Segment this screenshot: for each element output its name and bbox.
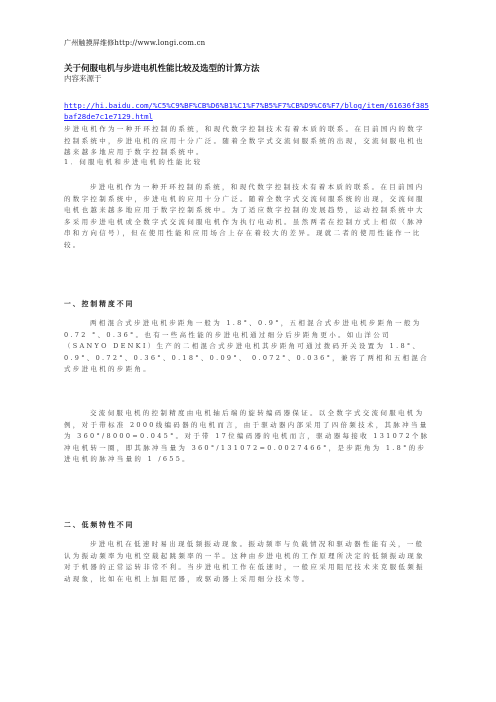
intro-paragraph: 步进电机作为一种开环控制的系统，和现代数字控制技术有着本质的联系。在目前国内的数字控制系统中，步进电机的应用十分广泛。随着全数字式交流伺服系统的出现，交流伺服电机也越来越多地应用于数字控制系统中。 [64,125,425,156]
page-header: 广州触摸屏维修http://www.longi.com.cn [64,39,206,47]
source-label: 内容来源于 [64,74,102,83]
heading-low-frequency: 二、低频特性不同 [64,521,135,529]
control-paragraph-1: 两相混合式步进电机步距角一般为 1.8°、0.9°，五相混合式步进电机步距角一般为 0.72 °、0.36°。也有一些高性能的步进电机通过细分后步距角更小。如山洋公司（SANYO DENKI）生产的二相混合式步进电机其步距角可通过拨码开关设置为 1.8°、0.9°、0.72°、0.36°、0.18°、0.09°、 0.072°、0.036°，兼容了两相和五相混合式步进电机的步距角。 [64,319,429,373]
section1-body: 步进电机作为一种开环控制的系统，和现代数字控制技术有着本质的联系。在目前国内的数字控制系统中，步进电机的应用十分广泛。随着全数字式交流伺服系统的出现，交流伺服电机也越来越多地应用于数字控制系统中。为了适应数字控制的发展趋势，运动控制系统中大多采用步进电机或全数字式交流伺服电机作为执行电动机。虽然两者在控制方式上相似（脉冲串和方向信号），但在使用性能和应用场合上存在着较大的差异。现就二者的使用性能作一比较。 [64,183,425,249]
lowfreq-paragraph-1: 步进电机在低速时易出现低频振动现象。振动频率与负载情况和驱动器性能有关，一般认为振动频率为电机空载起跳频率的一半。这种由步进电机的工作原理所决定的低频振动现象对于机器的正常运转非常不利。当步进电机工作在低速时，一般应采用阻尼技术来克服低频振动现象，比如在电机上加阻尼器，或驱动器上采用细分技术等。 [64,540,425,583]
heading-control-precision: 一、控制精度不同 [64,300,135,308]
section1-heading: 1．伺服电机和步进电机的性能比较 [64,158,203,166]
source-link[interactable]: http://hi.baidu.com/%C5%C9%BF%CB%D6%B1%C1%F7%B5%F7%CB%D9%C6%F7/blog/item/61636f385baf28de7c1e7129.html [64,101,429,121]
document-title: 关于伺服电机与步进电机性能比较及选型的计算方法 [64,64,260,74]
control-paragraph-2: 交流伺服电机的控制精度由电机轴后端的旋转编码器保证。以全数字式交流伺服电机为例，对于带标准 2000线编码器的电机而言，由于驱动器内部采用了四倍频技术，其脉冲当量为 360°/8000=0.045°。对于带 17位编码器的电机而言，驱动器每接收 131072个脉冲电机转一圈，即其脉冲当量为 360°/131072=0.0027466°，是步距角为 1.8°的步进电机的脉冲当量的 1 /655。 [64,409,430,463]
